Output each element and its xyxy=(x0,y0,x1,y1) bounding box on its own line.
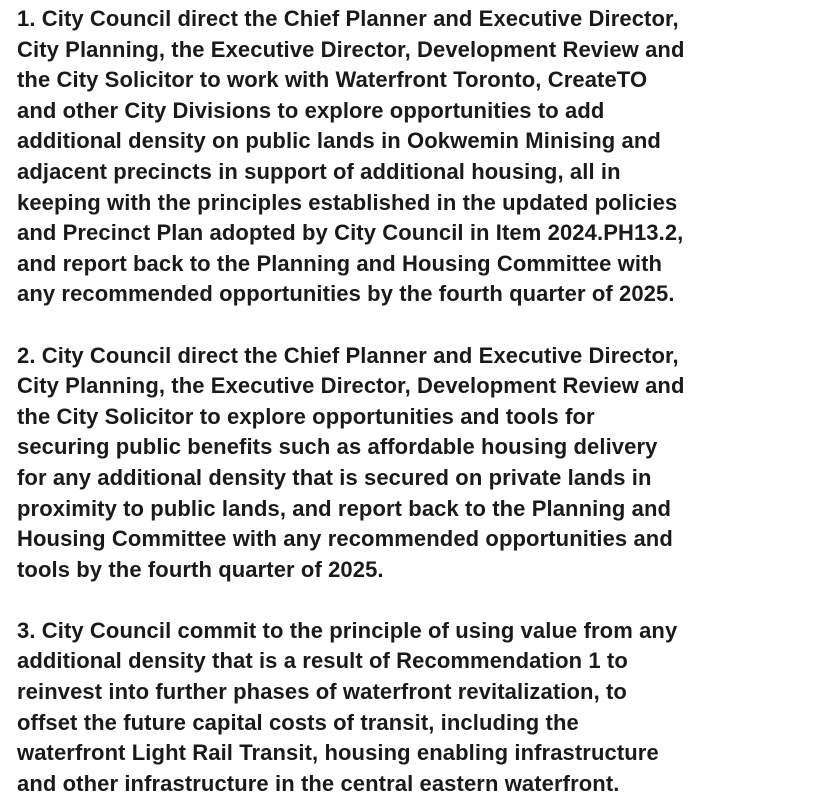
text-line: proximity to public lands, and report back to the Planning and xyxy=(17,495,672,521)
text-line: and report back to the Planning and Housing Committee with xyxy=(17,250,663,276)
text-line: City Planning, the Executive Director, Development Review and xyxy=(17,36,685,62)
text-line: the City Solicitor to explore opportunities and tools for xyxy=(17,403,595,429)
text-line: City Planning, the Executive Director, Development Review and xyxy=(17,373,685,399)
text-line: offset the future capital costs of transit, including the xyxy=(17,709,579,735)
text-line: any recommended opportunities by the fourth quarter of 2025. xyxy=(17,281,675,307)
text-line: Housing Committee with any recommended opportunities and xyxy=(17,526,673,552)
text-line: additional density on public lands in Ookwemin Minising and xyxy=(17,128,661,154)
text-line: and other City Divisions to explore opportunities to add xyxy=(17,97,605,123)
text-line: 3. City Council commit to the principle of using value from any xyxy=(17,617,678,643)
text-line: 1. City Council direct the Chief Planner and Executive Director, xyxy=(17,6,679,31)
text-line: additional density that is a result of Recommendation 1 to xyxy=(17,648,628,674)
text-line: reinvest into further phases of waterfront revitalization, to xyxy=(17,679,627,705)
text-line: securing public benefits such as affordable housing delivery xyxy=(17,434,658,460)
recommendation-3 xyxy=(17,616,817,799)
recommendation-1 xyxy=(17,4,817,310)
text-line: for any additional density that is secured on private lands in xyxy=(17,464,652,490)
recommendations-document xyxy=(17,4,817,799)
text-line: keeping with the principles established in the updated policies xyxy=(17,189,678,215)
recommendation-2 xyxy=(17,341,817,586)
text-line: waterfront Light Rail Transit, housing enabling infrastructure xyxy=(17,740,659,766)
text-line: and Precinct Plan adopted by City Council in Item 2024.PH13.2, xyxy=(17,220,684,246)
text-line: the City Solicitor to work with Waterfront Toronto, CreateTO xyxy=(17,67,648,93)
text-line: tools by the fourth quarter of 2025. xyxy=(17,556,384,582)
text-line: 2. City Council direct the Chief Planner and Executive Director, xyxy=(17,342,679,368)
text-line: and other infrastructure in the central eastern waterfront. xyxy=(17,770,620,796)
text-line: adjacent precincts in support of additional housing, all in xyxy=(17,158,621,184)
